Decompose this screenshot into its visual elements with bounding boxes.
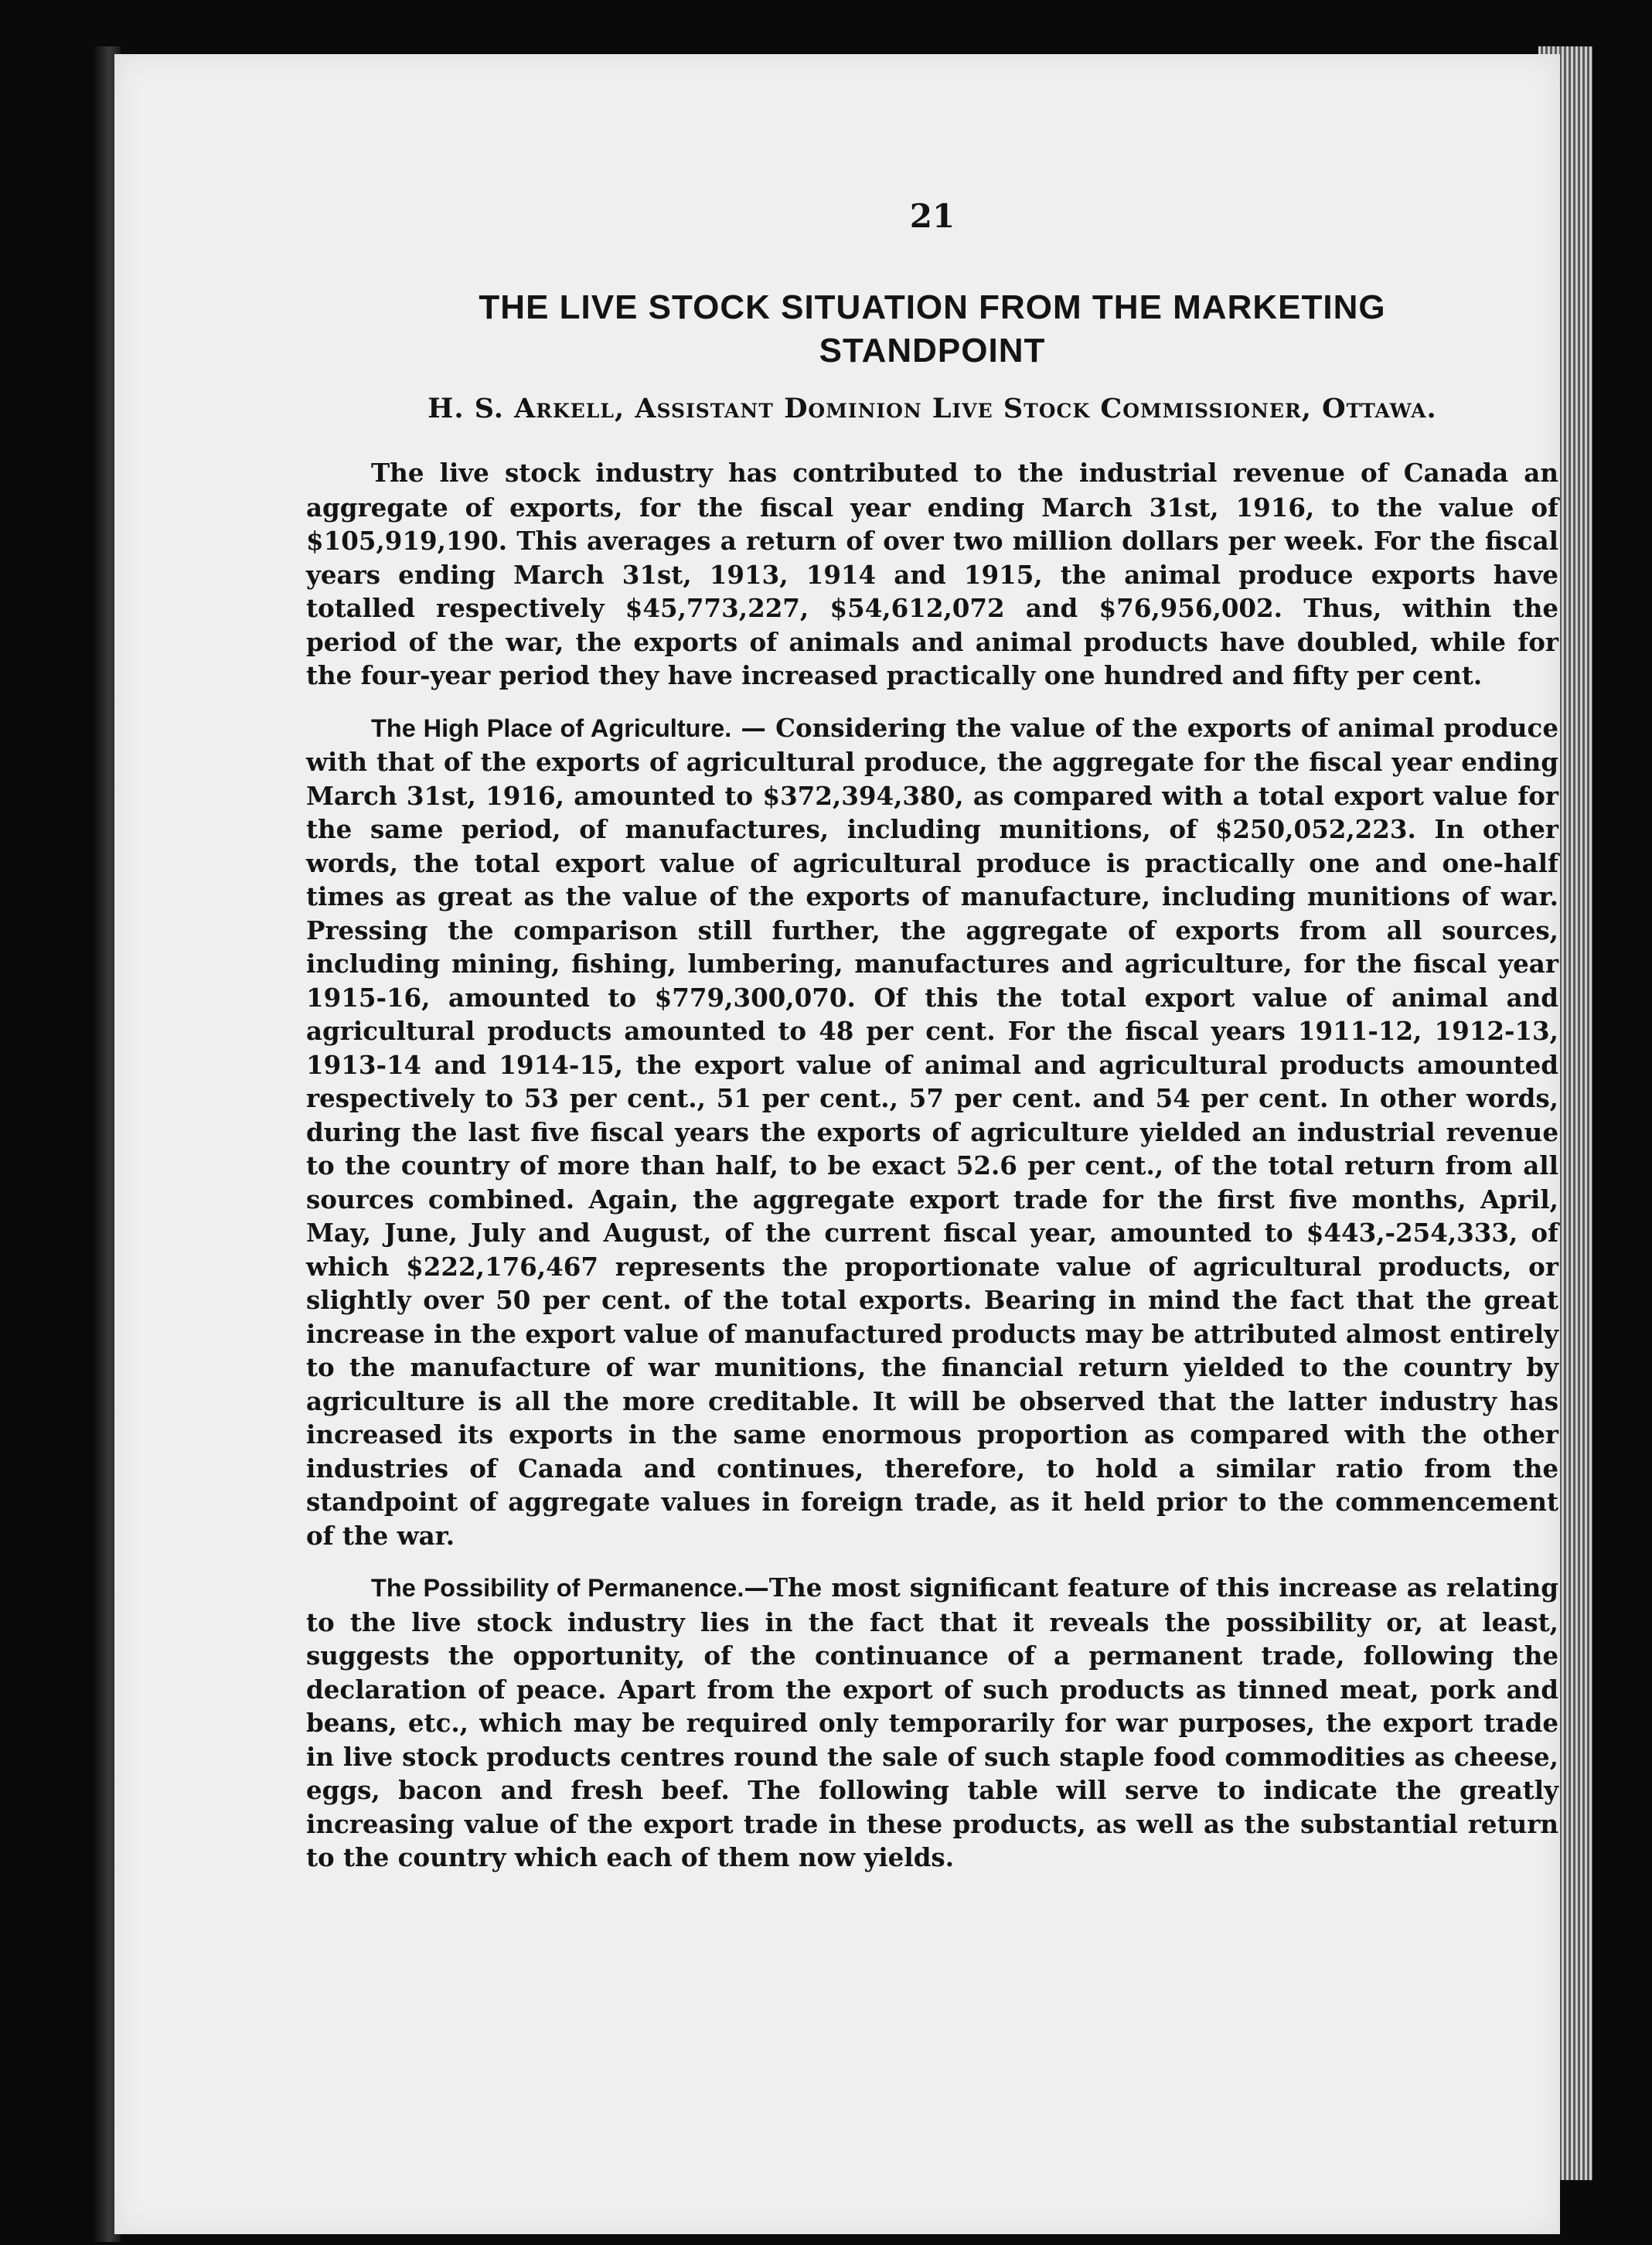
paragraph-possibility-of-permanence	[306, 1571, 1558, 1875]
paragraph-text: The live stock industry has contributed to the industrial revenue of Canada an aggregate of exports, for the fiscal year ending March 31st, 1916, to the value of $105,919,190. This averages a return of over two million dollars per week. For the fiscal years ending March 31st, 1913, 1914 and 1915, the animal produce exports have totalled respectively $45,773,227, $54,612,072 and $76,956,002. Thus, within the period of the war, the exports of animals and animal products have doubled, while for the four-year period they have increased practically one hundred and fifty per cent.	[306, 458, 1558, 690]
article-title	[306, 286, 1558, 373]
title-line-1: THE LIVE STOCK SITUATION FROM THE MARKETING	[479, 288, 1386, 326]
paragraph-heading: The High Place of Agriculture.	[371, 714, 732, 742]
paragraph-heading: The Possibility of Permanence.	[371, 1574, 744, 1602]
paragraph-intro	[306, 456, 1558, 693]
paragraph-text: — Considering the value of the exports of animal produce with that of the exports of agricultural produce, the aggregate for the fiscal year ending March 31st, 1916, amounted to $372,394,380, as compared with a total export value for the same period, of manufactures, including munitions, of $250,052,223. In other words, the total export value of agricultural produce is practically one and one-half times as great as the value of the exports of manufacture, including munitions of war. Pressing the comparison still further, the aggregate of exports from all sources, including mining, fishing, lumbering, manufactures and agriculture, for the fiscal year 1915-16, amounted to $779,300,070. Of this the total export value of animal and agricultural products amounted to 48 per cent. For the fiscal years 1911-12, 1912-13, 1913-14 and 1914-15, the export value of animal and agricultural products amounted respectively to 53 per cent., 51 per cent., 57 per cent. and 54 per cent. In other words, during the last five fiscal years the exports of agriculture yielded an industrial revenue to the country of more than half, to be exact 52.6 per cent., of the total return from all sources combined. Again, the aggregate export trade for the first five months, April, May, June, July and August, of the current fiscal year, amounted to $443,-254,333, of which $222,176,467 represents the proportionate value of agricultural products, or slightly over 50 per cent. of the total exports. Bearing in mind the fact that the great increase in the export value of manufactured products may be attributed almost entirely to the manufacture of war munitions, the financial return yielded to the country by agriculture is all the more creditable. It will be observed that the latter industry has increased its exports in the same enormous proportion as compared with the other industries of Canada and continues, therefore, to hold a similar ratio from the standpoint of aggregate values in foreign trade, as it held prior to the commencement of the war.	[306, 712, 1558, 1551]
article-body	[306, 456, 1558, 1893]
page-number: 21	[909, 197, 955, 235]
paragraph-text: —The most significant feature of this increase as relating to the live stock industry lies in the fact that it reveals the possibility or, at least, suggests the opportunity, of the continuance of a permanent trade, following the declaration of peace. Apart from the export of such products as tinned meat, pork and beans, etc., which may be required only temporarily for war purposes, the export trade in live stock products centres round the sale of such staple food commodities as cheese, eggs, bacon and fresh beef. The following table will serve to indicate the greatly increasing value of the export trade in these products, as well as the substantial return to the country which each of them now yields.	[306, 1572, 1558, 1872]
paragraph-high-place-of-agriculture	[306, 711, 1558, 1553]
title-line-2: STANDPOINT	[819, 332, 1046, 370]
document-page	[114, 54, 1560, 2234]
author-byline: H. S. Arkell, Assistant Dominion Live Stock Commissioner, Ottawa.	[427, 393, 1437, 424]
